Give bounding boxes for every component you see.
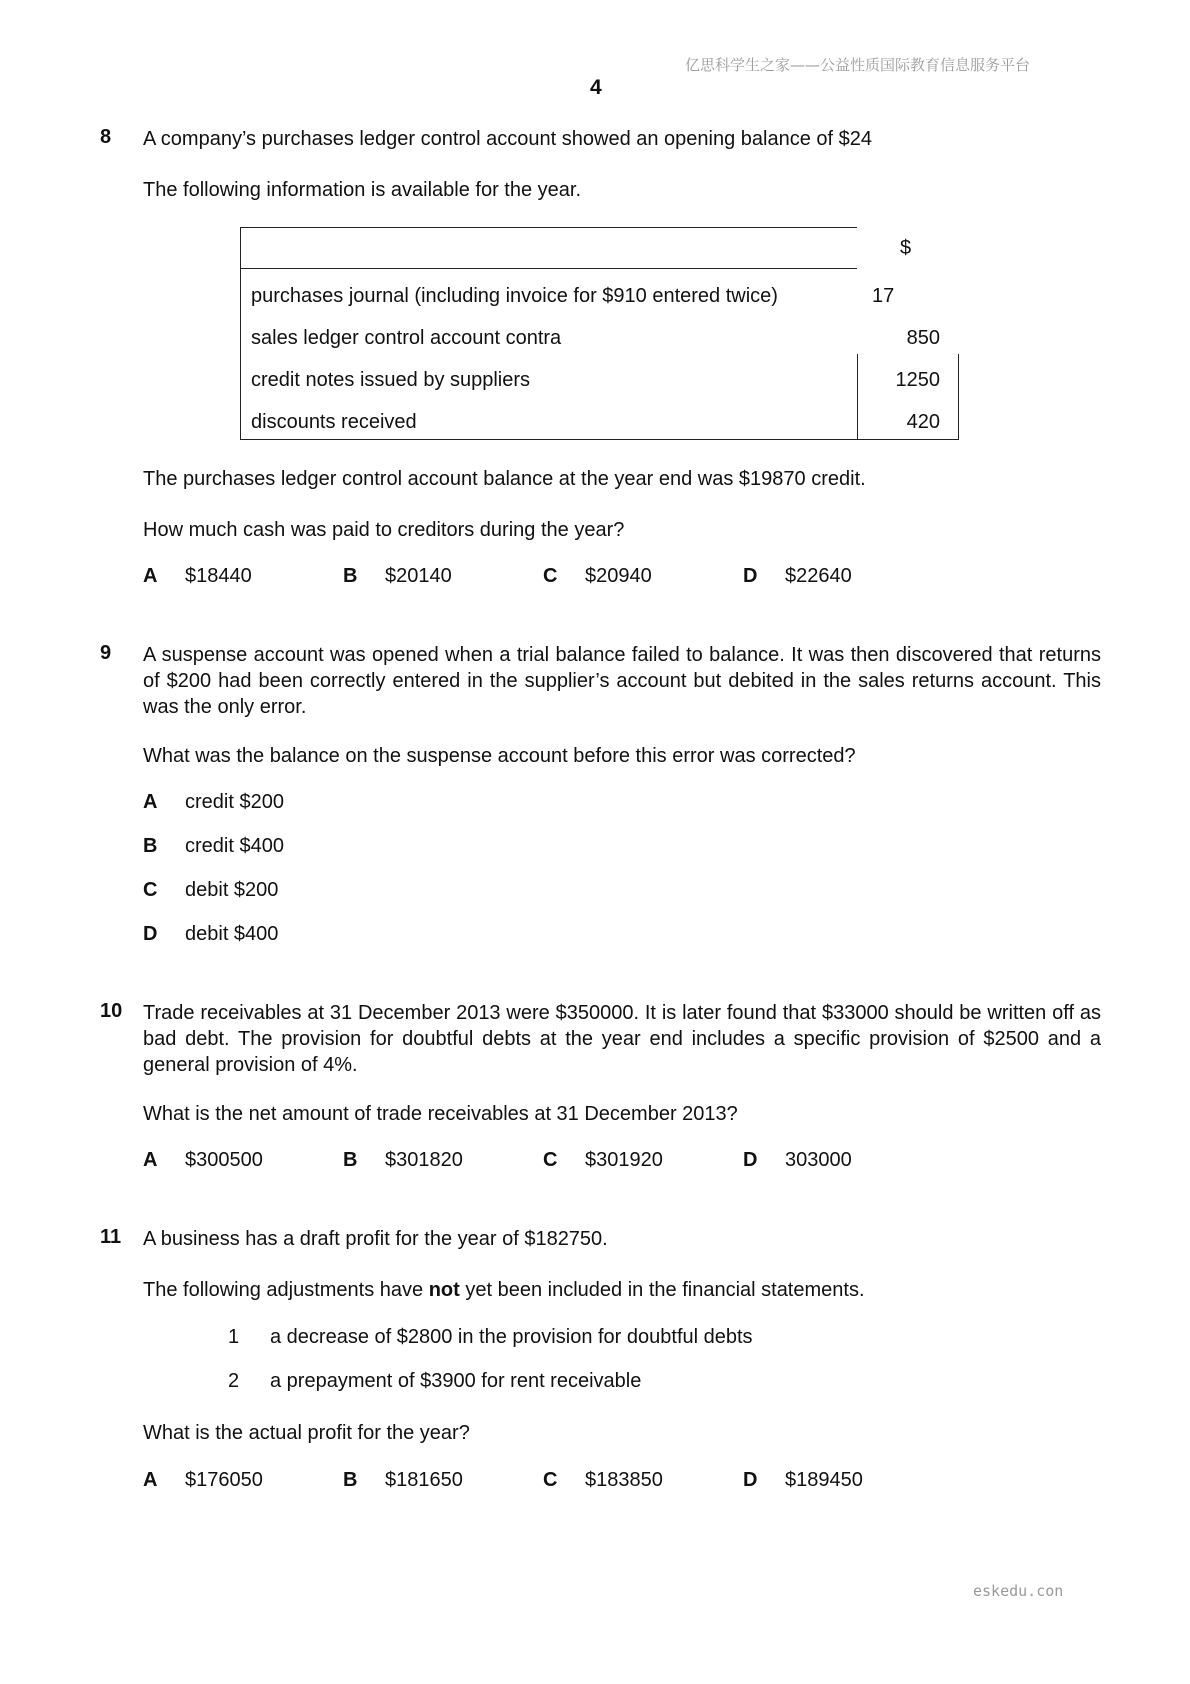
- question-9-option: [143, 923, 543, 949]
- option-letter: D: [743, 1469, 758, 1491]
- table-row-label: sales ledger control account contra: [251, 327, 562, 349]
- list-item-text: a prepayment of $3900 for rent receivable: [270, 1370, 642, 1392]
- option-letter: B: [143, 835, 158, 857]
- question-8-stem: A company’s purchases ledger control account showed an opening balance of $24: [143, 128, 873, 150]
- option-text: credit $400: [185, 835, 284, 857]
- list-item-number: 1: [228, 1326, 240, 1348]
- option-text: credit $200: [185, 791, 284, 813]
- option-letter: B: [343, 1149, 358, 1171]
- option-text: $183850: [585, 1469, 663, 1491]
- list-item-text: a decrease of $2800 in the provision for doubtful debts: [270, 1326, 753, 1348]
- option-text: $301920: [585, 1149, 663, 1171]
- option-text: $189450: [785, 1469, 863, 1491]
- option-text: $20140: [385, 565, 452, 587]
- question-11-intro: [143, 1277, 865, 1303]
- table-left-border: [240, 227, 241, 440]
- option-letter: C: [143, 879, 158, 901]
- question-11-list-item: [228, 1326, 928, 1352]
- question-8-number: 8: [100, 126, 112, 148]
- question-9-question: What was the balance on the suspense account before this error was corrected?: [143, 745, 856, 767]
- ledger-table: [240, 227, 960, 440]
- question-8-info: The purchases ledger control account balance at the year end was $19870 credit.: [143, 468, 866, 490]
- option-letter: B: [343, 565, 358, 587]
- table-column-divider: [857, 354, 858, 440]
- question-11-stem: A business has a draft profit for the year of $182750.: [143, 1228, 608, 1250]
- option-letter: D: [743, 565, 758, 587]
- option-letter: D: [743, 1149, 758, 1171]
- table-bottom-border: [240, 439, 959, 440]
- option-letter: B: [343, 1469, 358, 1491]
- option-text: 303000: [785, 1149, 852, 1171]
- option-letter: A: [143, 791, 158, 813]
- option-letter: C: [543, 1149, 558, 1171]
- table-row-value: 850: [906, 327, 940, 349]
- question-8-options: [143, 565, 943, 591]
- question-10-number: 10: [100, 1000, 123, 1022]
- option-letter: C: [543, 565, 558, 587]
- option-letter: C: [543, 1469, 558, 1491]
- table-header-currency: $: [900, 237, 912, 259]
- question-11-intro-after: yet been included in the financial statements.: [459, 1279, 865, 1301]
- question-9-option: [143, 879, 543, 905]
- table-row-label: credit notes issued by suppliers: [251, 369, 531, 391]
- question-9-option: [143, 791, 543, 817]
- option-text: $22640: [785, 565, 852, 587]
- option-text: $181650: [385, 1469, 463, 1491]
- page-number: 4: [590, 76, 602, 99]
- question-11-options: [143, 1469, 943, 1495]
- question-11-intro-before: The following adjustments have: [143, 1279, 429, 1301]
- option-letter: A: [143, 565, 158, 587]
- option-text: debit $400: [185, 923, 279, 945]
- question-10-stem: Trade receivables at 31 December 2013 were $350000. It is later found that $33000 should be written off as bad debt. The provision for doubtful debts at the year end includes a specific provision of $2500 and a general provision of 4%.: [143, 1002, 1101, 1076]
- option-text: $300500: [185, 1149, 263, 1171]
- watermark-bottom: eskedu.con: [973, 1582, 1064, 1600]
- table-row-value: 17: [872, 285, 895, 307]
- option-text: $20940: [585, 565, 652, 587]
- question-10-options: [143, 1149, 943, 1175]
- question-9-stem: A suspense account was opened when a trial balance failed to balance. It was then discovered that returns of $200 had been correctly entered in the supplier’s account but debited in the sales returns account. This was the only error.: [143, 644, 1101, 718]
- question-11-list-item: [228, 1370, 928, 1396]
- watermark-top: 亿思科学生之家——公益性质国际教育信息服务平台: [685, 56, 1031, 74]
- question-10-question: What is the net amount of trade receivables at 31 December 2013?: [143, 1103, 738, 1125]
- table-top-border: [240, 227, 857, 228]
- option-text: $18440: [185, 565, 252, 587]
- question-11-number: 11: [100, 1226, 122, 1248]
- option-text: $176050: [185, 1469, 263, 1491]
- option-letter: D: [143, 923, 158, 945]
- question-9-option: [143, 835, 543, 861]
- question-11-intro-bold: not: [428, 1279, 460, 1301]
- table-right-border: [958, 354, 959, 440]
- option-text: $301820: [385, 1149, 463, 1171]
- table-header-border: [240, 268, 857, 269]
- question-9-number: 9: [100, 642, 112, 664]
- question-11-question: What is the actual profit for the year?: [143, 1422, 470, 1444]
- question-8-intro: The following information is available for the year.: [143, 179, 582, 201]
- option-letter: A: [143, 1149, 158, 1171]
- table-row-value: 420: [906, 411, 940, 433]
- table-row-label: purchases journal (including invoice for $910 entered twice): [251, 285, 778, 307]
- option-letter: A: [143, 1469, 158, 1491]
- question-8-question: How much cash was paid to creditors during the year?: [143, 519, 625, 541]
- list-item-number: 2: [228, 1370, 240, 1392]
- table-row-label: discounts received: [251, 411, 417, 433]
- option-text: debit $200: [185, 879, 279, 901]
- table-row-value: 1250: [895, 369, 940, 391]
